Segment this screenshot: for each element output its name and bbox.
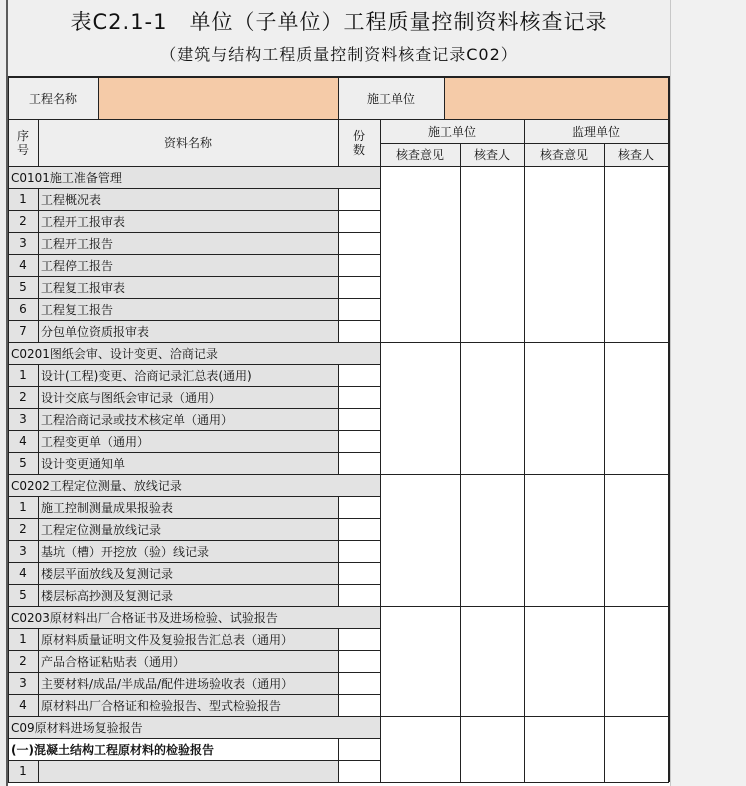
review-col-divider <box>380 119 381 782</box>
column-seq-char: 序 <box>16 128 29 143</box>
row-number: 3 <box>8 232 38 254</box>
document-name: 工程概况表 <box>38 188 338 210</box>
copies-col-divider <box>338 452 339 474</box>
section-heading: C09原材料进场复验报告 <box>8 716 380 738</box>
construction-reviewer-cell[interactable] <box>460 474 524 606</box>
copies-col-divider <box>338 119 339 166</box>
copies-col-divider <box>338 408 339 430</box>
construction-review-opinion-cell[interactable] <box>380 716 460 782</box>
row-number: 2 <box>8 518 38 540</box>
row-divider <box>8 430 381 431</box>
seq-col-divider <box>38 628 39 650</box>
row-divider <box>8 562 381 563</box>
seq-col-divider <box>38 672 39 694</box>
copies-cell[interactable] <box>338 188 380 210</box>
document-name: 基坑（槽）开挖放（验）线记录 <box>38 540 338 562</box>
seq-col-divider <box>38 760 39 782</box>
row-divider <box>8 364 381 365</box>
column-supervision-review-opinion: 核查意见 <box>524 143 604 166</box>
seq-col-divider <box>38 276 39 298</box>
construction-review-opinion-cell[interactable] <box>380 166 460 342</box>
row-number: 4 <box>8 430 38 452</box>
copies-cell[interactable] <box>338 584 380 606</box>
column-construction-reviewer: 核查人 <box>460 143 524 166</box>
copies-cell[interactable] <box>338 232 380 254</box>
section-heading: C0101施工准备管理 <box>8 166 380 188</box>
row-number: 4 <box>8 694 38 716</box>
row-divider <box>8 320 381 321</box>
copies-col-divider <box>338 254 339 276</box>
construction-review-opinion-cell[interactable] <box>380 606 460 716</box>
copies-cell[interactable] <box>338 210 380 232</box>
border-left <box>8 77 9 782</box>
header-split-3 <box>444 77 445 119</box>
copies-col-divider <box>338 672 339 694</box>
copies-cell[interactable] <box>338 738 380 760</box>
construction-unit-label: 施工单位 <box>338 77 444 119</box>
copies-cell[interactable] <box>338 650 380 672</box>
row-divider <box>8 210 381 211</box>
copies-cell[interactable] <box>338 760 380 782</box>
copies-cell[interactable] <box>338 320 380 342</box>
copies-col-divider <box>338 628 339 650</box>
row-number: 1 <box>8 628 38 650</box>
row-number: 1 <box>8 760 38 782</box>
row-divider <box>8 650 381 651</box>
column-supervision-reviewer: 核查人 <box>604 143 668 166</box>
row-divider <box>8 738 381 739</box>
review-col-divider <box>524 119 525 782</box>
header-split-1 <box>98 77 99 119</box>
construction-reviewer-cell[interactable] <box>460 606 524 716</box>
copies-col-divider <box>338 540 339 562</box>
copies-col-divider <box>338 298 339 320</box>
seq-col-divider <box>38 386 39 408</box>
construction-unit-field[interactable] <box>444 77 668 119</box>
copies-col-divider <box>338 232 339 254</box>
row-divider <box>8 188 381 189</box>
copies-col-divider <box>338 738 339 760</box>
row-divider <box>8 606 669 607</box>
review-col-divider <box>460 143 461 782</box>
copies-col-divider <box>338 562 339 584</box>
row-number: 6 <box>8 298 38 320</box>
section-heading: C0202工程定位测量、放线记录 <box>8 474 380 496</box>
seq-col-divider <box>38 518 39 540</box>
row-divider <box>8 474 669 475</box>
copies-col-divider <box>338 584 339 606</box>
document-name: 原材料质量证明文件及复验报告汇总表（通用） <box>38 628 338 650</box>
sheet-left-margin <box>0 0 8 786</box>
copies-cell[interactable] <box>338 672 380 694</box>
seq-col-divider <box>38 562 39 584</box>
copies-col-divider <box>338 210 339 232</box>
seq-col-divider <box>38 210 39 232</box>
copies-cell[interactable] <box>338 408 380 430</box>
seq-col-divider <box>38 540 39 562</box>
document-name: 主要材料/成品/半成品/配件进场验收表（通用） <box>38 672 338 694</box>
row-divider <box>8 386 381 387</box>
construction-review-opinion-cell[interactable] <box>380 474 460 606</box>
copies-col-divider <box>338 276 339 298</box>
column-doc-name-header: 资料名称 <box>38 119 338 166</box>
row-number: 1 <box>8 188 38 210</box>
row-number: 2 <box>8 210 38 232</box>
copies-col-divider <box>338 760 339 782</box>
row-divider <box>8 672 381 673</box>
column-copies-char: 数 <box>352 142 365 157</box>
form-title: 表C2.1-1 单位（子单位）工程质量控制资料核查记录 <box>70 10 608 34</box>
row-divider <box>8 298 381 299</box>
form-subtitle: （建筑与结构工程质量控制资料核查记录C02） <box>160 44 518 64</box>
row-divider <box>8 628 381 629</box>
border-right <box>668 76 670 782</box>
row-divider <box>8 276 381 277</box>
document-name: 工程停工报告 <box>38 254 338 276</box>
row-number: 4 <box>8 562 38 584</box>
document-name: 产品合格证粘贴表（通用） <box>38 650 338 672</box>
seq-col-divider <box>38 254 39 276</box>
copies-col-divider <box>338 364 339 386</box>
copies-cell[interactable] <box>338 298 380 320</box>
column-construction-review-opinion: 核查意见 <box>380 143 460 166</box>
seq-col-divider <box>38 452 39 474</box>
column-seq-char: 号 <box>16 142 29 157</box>
copies-cell[interactable] <box>338 276 380 298</box>
column-supervision-unit-header: 监理单位 <box>524 119 668 143</box>
construction-review-opinion-cell[interactable] <box>380 342 460 474</box>
subsection-heading: (一)混凝土结构工程原材料的检验报告 <box>11 742 214 757</box>
row-divider <box>8 496 381 497</box>
supervision-review-opinion-cell[interactable] <box>524 342 604 474</box>
document-name: 楼层平面放线及复测记录 <box>38 562 338 584</box>
row-number: 1 <box>8 496 38 518</box>
document-name: 楼层标高抄测及复测记录 <box>38 584 338 606</box>
seq-col-divider <box>38 584 39 606</box>
row-number: 4 <box>8 254 38 276</box>
document-name: 原材料出厂合格证和检验报告、型式检验报告 <box>38 694 338 716</box>
seq-col-divider <box>38 408 39 430</box>
copies-cell[interactable] <box>338 452 380 474</box>
supervision-review-opinion-cell[interactable] <box>524 716 604 782</box>
row-number: 1 <box>8 364 38 386</box>
supervision-reviewer-cell[interactable] <box>604 342 668 474</box>
seq-col-divider <box>38 430 39 452</box>
document-name: 工程定位测量放线记录 <box>38 518 338 540</box>
seq-col-divider <box>38 650 39 672</box>
seq-col-divider <box>38 694 39 716</box>
column-copies-char: 份 <box>352 128 365 143</box>
seq-col-divider <box>38 364 39 386</box>
copies-col-divider <box>338 430 339 452</box>
row-divider <box>8 254 381 255</box>
sheet-right-margin <box>670 0 746 786</box>
row-divider <box>8 342 669 343</box>
section-heading: C0203原材料出厂合格证书及进场检验、试验报告 <box>8 606 380 628</box>
row-number: 5 <box>8 452 38 474</box>
row-number: 5 <box>8 584 38 606</box>
supervision-review-opinion-cell[interactable] <box>524 474 604 606</box>
supervision-reviewer-cell[interactable] <box>604 474 668 606</box>
row-divider <box>8 408 381 409</box>
copies-col-divider <box>338 320 339 342</box>
row-divider <box>8 452 381 453</box>
supervision-review-opinion-cell[interactable] <box>524 606 604 716</box>
row-number: 2 <box>8 386 38 408</box>
row-number: 7 <box>8 320 38 342</box>
document-name: 工程复工报审表 <box>38 276 338 298</box>
project-name-label: 工程名称 <box>8 77 98 119</box>
document-name: 设计交底与图纸会审记录（通用） <box>38 386 338 408</box>
copies-cell[interactable] <box>338 386 380 408</box>
seq-col-divider <box>38 232 39 254</box>
supervision-reviewer-cell[interactable] <box>604 606 668 716</box>
column-construction-unit-header: 施工单位 <box>380 119 524 143</box>
supervision-reviewer-cell[interactable] <box>604 716 668 782</box>
row-number: 3 <box>8 672 38 694</box>
row-number: 3 <box>8 408 38 430</box>
seq-col-divider <box>38 320 39 342</box>
copies-cell[interactable] <box>338 562 380 584</box>
row-divider <box>8 782 669 783</box>
construction-reviewer-cell[interactable] <box>460 716 524 782</box>
column-copies-header <box>338 119 380 166</box>
document-name: 工程开工报告 <box>38 232 338 254</box>
seq-col-divider <box>38 188 39 210</box>
supervision-reviewer-cell[interactable] <box>604 166 668 342</box>
copies-col-divider <box>338 518 339 540</box>
copies-col-divider <box>338 650 339 672</box>
seq-col-divider <box>38 119 39 166</box>
column-seq-header <box>8 119 38 166</box>
row-divider <box>8 694 381 695</box>
document-name: 分包单位资质报审表 <box>38 320 338 342</box>
document-name: 工程变更单（通用） <box>38 430 338 452</box>
project-name-field[interactable] <box>98 77 338 119</box>
copies-cell[interactable] <box>338 430 380 452</box>
row-divider <box>8 540 381 541</box>
body-top-divider <box>8 166 669 167</box>
row-divider <box>8 760 381 761</box>
row-divider <box>8 518 381 519</box>
document-name: 设计变更通知单 <box>38 452 338 474</box>
copies-cell[interactable] <box>338 628 380 650</box>
seq-col-divider <box>38 298 39 320</box>
copies-col-divider <box>338 694 339 716</box>
document-name: 设计(工程)变更、洽商记录汇总表(通用) <box>38 364 338 386</box>
row-number: 3 <box>8 540 38 562</box>
document-name: 施工控制测量成果报验表 <box>38 496 338 518</box>
construction-reviewer-cell[interactable] <box>460 342 524 474</box>
copies-cell[interactable] <box>338 518 380 540</box>
row-divider <box>8 716 669 717</box>
document-name: 工程开工报审表 <box>38 210 338 232</box>
copies-cell[interactable] <box>338 540 380 562</box>
copies-cell[interactable] <box>338 254 380 276</box>
document-name: 工程洽商记录或技术核定单（通用） <box>38 408 338 430</box>
construction-reviewer-cell[interactable] <box>460 166 524 342</box>
copies-cell[interactable] <box>338 496 380 518</box>
supervision-review-opinion-cell[interactable] <box>524 166 604 342</box>
copies-cell[interactable] <box>338 364 380 386</box>
seq-col-divider <box>38 496 39 518</box>
copies-cell[interactable] <box>338 694 380 716</box>
header-split-2 <box>338 77 339 119</box>
review-col-divider <box>604 143 605 782</box>
copies-col-divider <box>338 496 339 518</box>
row-number: 5 <box>8 276 38 298</box>
row-number: 2 <box>8 650 38 672</box>
row-divider <box>8 232 381 233</box>
section-heading: C0201图纸会审、设计变更、洽商记录 <box>8 342 380 364</box>
document-name: 工程复工报告 <box>38 298 338 320</box>
copies-col-divider <box>338 386 339 408</box>
copies-col-divider <box>338 188 339 210</box>
row-divider <box>8 584 381 585</box>
document-name <box>38 760 338 782</box>
